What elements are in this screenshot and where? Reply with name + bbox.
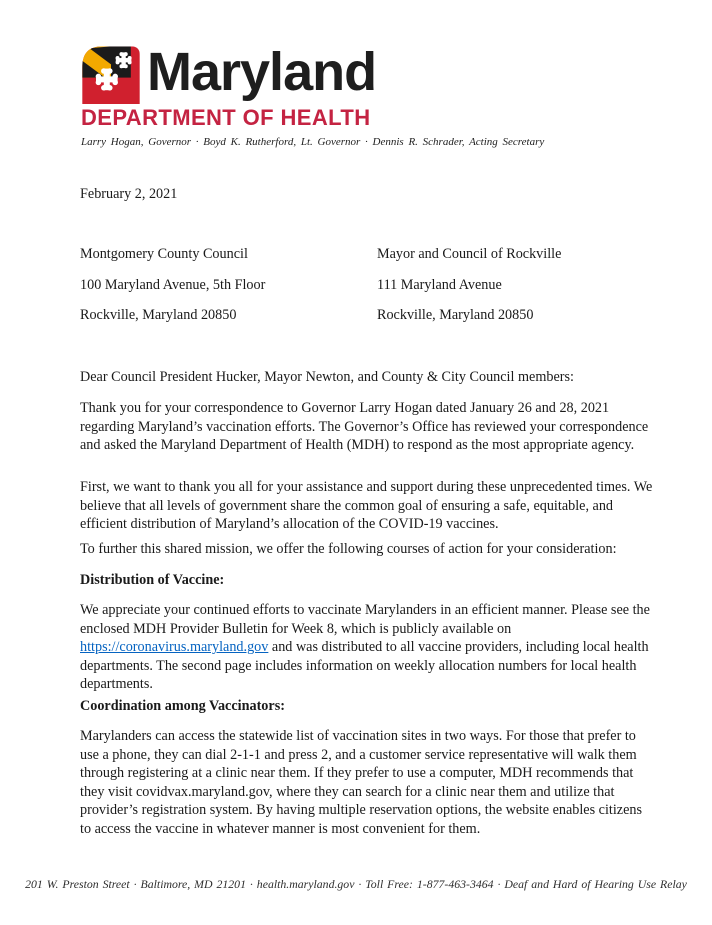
address-line: 100 Maryland Avenue, 5th Floor — [80, 276, 266, 293]
address-line: Montgomery County Council — [80, 246, 248, 262]
paragraph-distribution-pre: We appreciate your continued efforts to vaccinate Marylanders in an efficient manner. Please see the enclosed MDH Provider Bulletin for Week 8, which is publicly available on — [80, 602, 650, 637]
recipient-address-right — [377, 246, 561, 338]
salutation: Dear Council President Hucker, Mayor Newton, and County & City Council members: — [80, 369, 574, 385]
heading-distribution-of-vaccine: Distribution of Vaccine: — [80, 572, 225, 588]
paragraph-distribution — [80, 601, 654, 694]
footer-contact-line: 201 W. Preston Street · Baltimore, MD 21201 · health.maryland.gov · Toll Free: 1-877-463-3464 · Deaf and Hard of Hearing Use Relay — [25, 877, 687, 891]
coronavirus-maryland-link[interactable]: https://coronavirus.maryland.gov — [80, 639, 269, 656]
department-title: DEPARTMENT OF HEALTH — [81, 105, 371, 130]
brand-wordmark: Maryland — [147, 42, 377, 102]
maryland-flag-logo — [76, 44, 146, 104]
letter-date: February 2, 2021 — [80, 186, 178, 202]
officials-line: Larry Hogan, Governor · Boyd K. Rutherford, Lt. Governor · Dennis R. Schrader, Acting Secretary — [81, 136, 545, 148]
recipient-address-left — [80, 246, 265, 338]
paragraph-assistance: First, we want to thank you all for your assistance and support during these unprecedented times. We believe that all levels of government share the common goal of ensuring a safe, equitable, and efficient distribution of Maryland’s allocation of the COVID-19 vaccines. — [80, 479, 653, 533]
paragraph-thank-you: Thank you for your correspondence to Governor Larry Hogan dated January 26 and 28, 2021 regarding Maryland’s vaccination efforts. The Governor’s Office has reviewed your correspondence and asked the Maryland Department of Health (MDH) to respond as the most appropriate agency. — [80, 400, 649, 454]
heading-coordination-among-vaccinators: Coordination among Vaccinators: — [80, 698, 285, 714]
paragraph-distribution-post: and was distributed to all vaccine providers, including local health departments. The second page includes information on weekly allocation numbers for local health departments. — [80, 639, 649, 693]
address-line: Mayor and Council of Rockville — [377, 246, 562, 262]
address-line: Rockville, Maryland 20850 — [80, 307, 237, 323]
address-line: Rockville, Maryland 20850 — [377, 307, 534, 323]
paragraph-shared-mission: To further this shared mission, we offer the following courses of action for your consideration: — [80, 541, 617, 557]
paragraph-coordination: Marylanders can access the statewide list of vaccination sites in two ways. For those that prefer to use a phone, they can dial 2-1-1 and press 2, and a customer service representative will walk them through registering at a clinic near them. If they prefer to use a computer, MDH recommends that they visit covidvax.maryland.gov, where they can search for a clinic near them and utilize that provider’s registration system. By having multiple reservation options, the website enables citizens to access the vaccine in whatever manner is most convenient for them. — [80, 728, 642, 837]
address-line: 111 Maryland Avenue — [377, 276, 502, 293]
